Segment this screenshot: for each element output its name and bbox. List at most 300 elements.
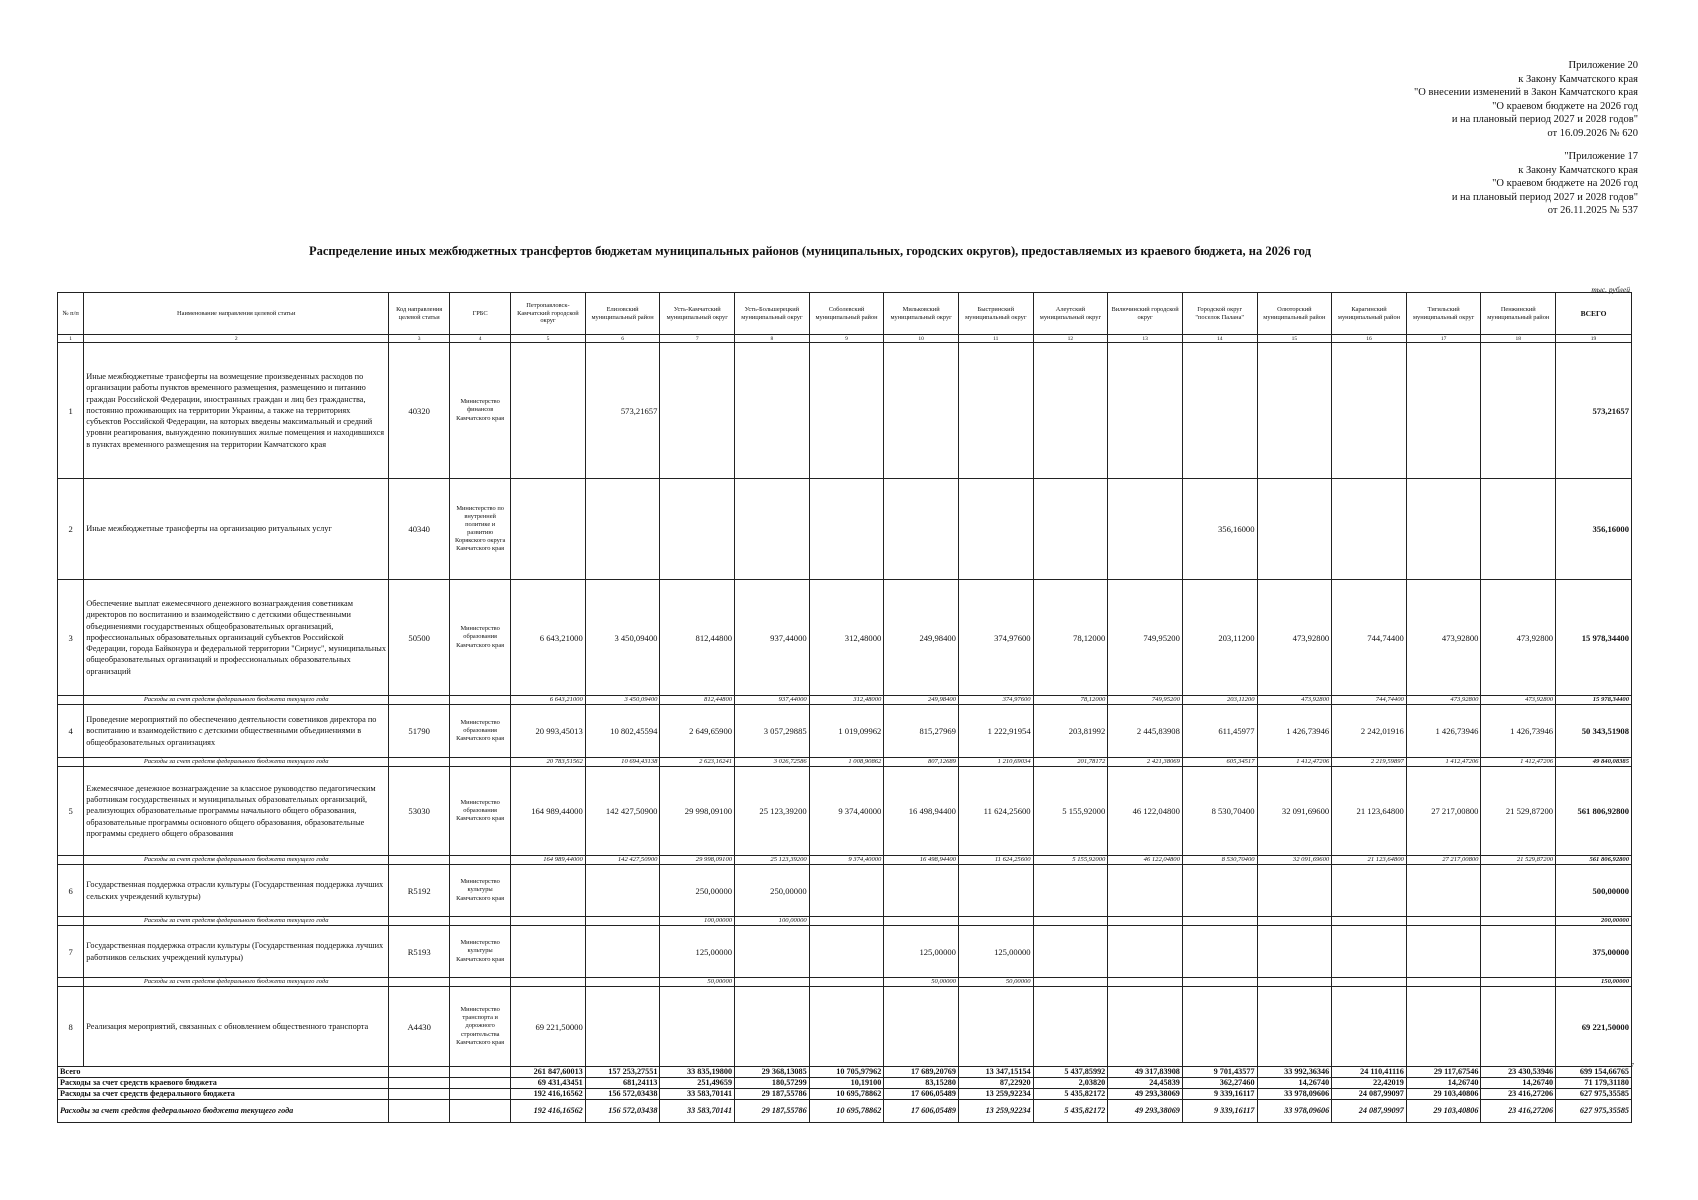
subrow-amount: 21 529,87200 [1481, 856, 1556, 865]
summary-amount: 29 103,40806 [1406, 1089, 1481, 1100]
amount-cell: 20 993,45013 [511, 705, 586, 758]
subrow-amount: 50,00000 [958, 978, 1033, 987]
summary-amount: 261 847,60013 [511, 1067, 586, 1078]
row-number: 6 [58, 865, 84, 917]
column-number: 18 [1481, 335, 1556, 343]
amount-cell: 2 649,65900 [660, 705, 735, 758]
subrow-amount: 16 498,94400 [884, 856, 959, 865]
summary-amount: 17 689,20769 [884, 1067, 959, 1078]
subrow-amount: 203,11200 [1182, 696, 1257, 705]
subrow-amount: 21 123,64800 [1332, 856, 1407, 865]
amount-cell [1108, 865, 1183, 917]
amount-cell [958, 479, 1033, 580]
summary-amount: 9 701,43577 [1182, 1067, 1257, 1078]
subrow-amount: 605,34517 [1182, 758, 1257, 767]
summary-blank [389, 1067, 450, 1078]
amount-cell [958, 343, 1033, 479]
summary-amount: 69 431,43451 [511, 1078, 586, 1089]
summary-amount: 33 978,09606 [1257, 1100, 1332, 1123]
row-number: 5 [58, 767, 84, 856]
subrow-amount [735, 978, 810, 987]
row-number: 7 [58, 926, 84, 978]
summary-amount: 192 416,16562 [511, 1100, 586, 1123]
summary-amount: 10 705,97962 [809, 1067, 884, 1078]
subrow-blank [58, 758, 84, 767]
summary-amount: 23 416,27206 [1481, 1100, 1556, 1123]
subrow-amount: 6 643,21000 [511, 696, 586, 705]
amount-cell: 5 155,92000 [1033, 767, 1108, 856]
summary-amount: 29 187,55786 [735, 1100, 810, 1123]
amount-cell [809, 987, 884, 1067]
subrow-blank [58, 696, 84, 705]
summary-row [58, 1078, 1632, 1089]
appendix-17-line: от 26.11.2025 № 537 [1547, 205, 1638, 217]
direction-name: Иные межбюджетные трансферты на возмещение произведенных расходов по организации работы пунктов временного размещения, размещению и питанию граждан Российской Федерации, иностранных граждан и лиц без гражданства, постоянно проживающих на территории Украины, а также на территориях субъектов Российской Федерации, на которых введены максимальный и средний уровни реагирования, вынужденно покинувших жилые помещения и находившихся в пунктах временного размещения на территории Камчатского края [84, 343, 389, 479]
amount-cell [884, 479, 959, 580]
subrow-amount: 1 412,47206 [1481, 758, 1556, 767]
amount-cell [1406, 926, 1481, 978]
amount-cell [1481, 926, 1556, 978]
table-row [58, 865, 1632, 917]
column-number: 3 [389, 335, 450, 343]
summary-amount: 5 437,85992 [1033, 1067, 1108, 1078]
summary-amount: 10 695,78862 [809, 1089, 884, 1100]
amount-cell [735, 987, 810, 1067]
direction-name: Государственная поддержка отрасли культуры (Государственная поддержка лучших работников сельских учреждений культуры) [84, 926, 389, 978]
summary-amount: 13 259,92234 [958, 1089, 1033, 1100]
table-body [58, 335, 1632, 1123]
subrow-amount: 20 783,51562 [511, 758, 586, 767]
grbs-name: Министерство культуры Камчатского края [450, 926, 511, 978]
summary-amount: 24 110,41116 [1332, 1067, 1407, 1078]
page-mark: 7 [1631, 1063, 1634, 1069]
amount-cell [1033, 987, 1108, 1067]
subrow-blank [58, 917, 84, 926]
subrow-blank [58, 978, 84, 987]
summary-amount: 156 572,03438 [585, 1100, 660, 1123]
summary-row [58, 1089, 1632, 1100]
summary-amount: 157 253,27551 [585, 1067, 660, 1078]
amount-cell: 6 643,21000 [511, 580, 586, 696]
column-number: 4 [450, 335, 511, 343]
column-number: 5 [511, 335, 586, 343]
summary-amount: 49 293,38069 [1108, 1089, 1183, 1100]
target-code: 40340 [389, 479, 450, 580]
row-total: 50 343,51908 [1556, 705, 1632, 758]
summary-amount: 10,19100 [809, 1078, 884, 1089]
grbs-name: Министерство транспорта и дорожного строительства Камчатского края [450, 987, 511, 1067]
amount-cell [1332, 343, 1407, 479]
column-header: Усть-Большерецкий муниципальный округ [735, 293, 810, 335]
direction-name: Государственная поддержка отрасли культуры (Государственная поддержка лучших сельских учреждений культуры) [84, 865, 389, 917]
document-title: Распределение иных межбюджетных трансфертов бюджетам муниципальных районов (муниципальных, городских округов), предоставляемых из краевого бюджета, на 2026 год [308, 244, 1312, 258]
summary-amount: 83,15280 [884, 1078, 959, 1089]
summary-total: 627 975,35585 [1556, 1089, 1632, 1100]
subrow-amount: 812,44800 [660, 696, 735, 705]
amount-cell [1406, 865, 1481, 917]
summary-amount: 49 293,38069 [1108, 1100, 1183, 1123]
subrow-amount: 1 412,47206 [1257, 758, 1332, 767]
summary-amount: 33 583,70141 [660, 1100, 735, 1123]
summary-amount: 13 347,15154 [958, 1067, 1033, 1078]
direction-name: Иные межбюджетные трансферты на организацию ритуальных услуг [84, 479, 389, 580]
subrow-amount: 164 989,44000 [511, 856, 586, 865]
summary-amount: 29 117,67546 [1406, 1067, 1481, 1078]
amount-cell: 125,00000 [958, 926, 1033, 978]
summary-amount: 23 416,27206 [1481, 1089, 1556, 1100]
summary-blank [450, 1100, 511, 1123]
federal-subrow [58, 917, 1632, 926]
amount-cell [1332, 987, 1407, 1067]
amount-cell [735, 479, 810, 580]
column-header: Тигильский муниципальный округ [1406, 293, 1481, 335]
subrow-amount [1182, 917, 1257, 926]
amount-cell [585, 865, 660, 917]
amount-cell [1332, 479, 1407, 580]
summary-amount: 17 606,05489 [884, 1089, 959, 1100]
column-header-total: ВСЕГО [1556, 293, 1632, 335]
summary-amount: 33 583,70141 [660, 1089, 735, 1100]
summary-amount: 29 103,40806 [1406, 1100, 1481, 1123]
amount-cell [585, 926, 660, 978]
amount-cell: 250,00000 [735, 865, 810, 917]
subrow-amount: 46 122,04800 [1108, 856, 1183, 865]
amount-cell [1033, 865, 1108, 917]
subrow-amount: 744,74400 [1332, 696, 1407, 705]
subrow-amount: 249,98400 [884, 696, 959, 705]
amount-cell [1332, 926, 1407, 978]
summary-amount: 87,22920 [958, 1078, 1033, 1089]
subrow-amount [1182, 978, 1257, 987]
amount-cell: 2 242,01916 [1332, 705, 1407, 758]
summary-amount: 5 435,82172 [1033, 1089, 1108, 1100]
subrow-amount: 78,12000 [1033, 696, 1108, 705]
amount-cell [1406, 479, 1481, 580]
subrow-amount [511, 917, 586, 926]
amount-cell: 3 450,09400 [585, 580, 660, 696]
amount-cell [1257, 343, 1332, 479]
grbs-name: Министерство культуры Камчатского края [450, 865, 511, 917]
summary-amount: 24,45839 [1108, 1078, 1183, 1089]
amount-cell: 473,92800 [1257, 580, 1332, 696]
subrow-amount [1406, 917, 1481, 926]
column-number: 19 [1556, 335, 1632, 343]
summary-amount: 2,03820 [1033, 1078, 1108, 1089]
summary-amount: 49 317,83908 [1108, 1067, 1183, 1078]
subrow-label: Расходы за счет средств федерального бюджета текущего года [84, 696, 389, 705]
subrow-total: 200,00000 [1556, 917, 1632, 926]
subrow-amount: 473,92800 [1257, 696, 1332, 705]
amount-cell: 312,48000 [809, 580, 884, 696]
column-number: 11 [958, 335, 1033, 343]
amount-cell: 11 624,25600 [958, 767, 1033, 856]
amount-cell: 744,74400 [1332, 580, 1407, 696]
summary-blank [389, 1100, 450, 1123]
amount-cell [735, 343, 810, 479]
subrow-amount: 10 694,43138 [585, 758, 660, 767]
column-number: 9 [809, 335, 884, 343]
table-row [58, 926, 1632, 978]
subrow-amount [511, 978, 586, 987]
target-code: 50500 [389, 580, 450, 696]
subrow-amount [1406, 978, 1481, 987]
grbs-name: Министерство образования Камчатского края [450, 580, 511, 696]
subrow-blank [58, 856, 84, 865]
subrow-amount: 11 624,25600 [958, 856, 1033, 865]
column-number: 17 [1406, 335, 1481, 343]
amount-cell [1406, 987, 1481, 1067]
appendix-17-line: "Приложение 17 [1564, 151, 1638, 162]
subrow-total: 150,00000 [1556, 978, 1632, 987]
column-number: 15 [1257, 335, 1332, 343]
amount-cell [660, 343, 735, 479]
subrow-blank [389, 856, 450, 865]
amount-cell: 573,21657 [585, 343, 660, 479]
amount-cell: 142 427,50900 [585, 767, 660, 856]
amount-cell: 21 123,64800 [1332, 767, 1407, 856]
column-number: 10 [884, 335, 959, 343]
column-header: Пенжинский муниципальный район [1481, 293, 1556, 335]
subrow-amount [1481, 917, 1556, 926]
amount-cell [958, 865, 1033, 917]
column-numbers-row [58, 335, 1632, 343]
subrow-amount: 27 217,00800 [1406, 856, 1481, 865]
amount-cell [1108, 343, 1183, 479]
amount-cell: 125,00000 [884, 926, 959, 978]
direction-name: Проведение мероприятий по обеспечению деятельности советников директора по воспитанию и взаимодействию с детскими общественными объединениями в общеобразовательных организациях [84, 705, 389, 758]
amount-cell: 249,98400 [884, 580, 959, 696]
appendix-20-line: Приложение 20 [1568, 60, 1638, 71]
subrow-amount: 50,00000 [884, 978, 959, 987]
amount-cell: 9 374,40000 [809, 767, 884, 856]
amount-cell: 473,92800 [1481, 580, 1556, 696]
table-row [58, 767, 1632, 856]
target-code: R5192 [389, 865, 450, 917]
subrow-blank [450, 917, 511, 926]
subrow-amount: 32 091,69600 [1257, 856, 1332, 865]
subrow-amount: 100,00000 [735, 917, 810, 926]
summary-blank [450, 1078, 511, 1089]
amount-cell [1033, 343, 1108, 479]
federal-subrow [58, 758, 1632, 767]
table-row [58, 705, 1632, 758]
summary-amount: 9 339,16117 [1182, 1100, 1257, 1123]
amount-cell [884, 343, 959, 479]
subrow-amount [884, 917, 959, 926]
subrow-blank [450, 978, 511, 987]
amount-cell [1332, 865, 1407, 917]
subrow-amount [958, 917, 1033, 926]
amount-cell: 16 498,94400 [884, 767, 959, 856]
amount-cell [1182, 343, 1257, 479]
amount-cell: 250,00000 [660, 865, 735, 917]
subrow-blank [389, 917, 450, 926]
subrow-amount: 25 123,39200 [735, 856, 810, 865]
subrow-amount: 1 210,69034 [958, 758, 1033, 767]
amount-cell: 611,45977 [1182, 705, 1257, 758]
column-number: 6 [585, 335, 660, 343]
column-header: Елизовский муниципальный район [585, 293, 660, 335]
summary-amount: 33 835,19800 [660, 1067, 735, 1078]
subrow-amount: 2 219,59897 [1332, 758, 1407, 767]
column-number: 16 [1332, 335, 1407, 343]
subrow-amount: 50,00000 [660, 978, 735, 987]
row-total: 375,00000 [1556, 926, 1632, 978]
amount-cell: 78,12000 [1033, 580, 1108, 696]
subrow-amount: 5 155,92000 [1033, 856, 1108, 865]
column-header: Карагинский муниципальный район [1332, 293, 1407, 335]
amount-cell [1257, 987, 1332, 1067]
amount-cell: 32 091,69600 [1257, 767, 1332, 856]
amount-cell [585, 479, 660, 580]
summary-amount: 251,49659 [660, 1078, 735, 1089]
amount-cell [1033, 479, 1108, 580]
column-number: 2 [84, 335, 389, 343]
row-total: 573,21657 [1556, 343, 1632, 479]
column-header: Алеутский муниципальный округ [1033, 293, 1108, 335]
column-header: Код направления целевой статьи [389, 293, 450, 335]
subrow-amount [1332, 978, 1407, 987]
amount-cell: 46 122,04800 [1108, 767, 1183, 856]
appendix-17-line: "О краевом бюджете на 2026 год [1492, 178, 1638, 190]
federal-subrow [58, 978, 1632, 987]
federal-subrow [58, 856, 1632, 865]
amount-cell [884, 865, 959, 917]
summary-amount: 10 695,78862 [809, 1100, 884, 1123]
appendix-17-header [1452, 150, 1638, 218]
column-header: ГРБС [450, 293, 511, 335]
amount-cell: 21 529,87200 [1481, 767, 1556, 856]
amount-cell [1406, 343, 1481, 479]
grbs-name: Министерство образования Камчатского края [450, 705, 511, 758]
row-number: 1 [58, 343, 84, 479]
subrow-amount: 2 421,38069 [1108, 758, 1183, 767]
transfers-table [57, 292, 1632, 1123]
amount-cell: 69 221,50000 [511, 987, 586, 1067]
subrow-amount: 1 412,47206 [1406, 758, 1481, 767]
summary-amount: 5 435,82172 [1033, 1100, 1108, 1123]
summary-amount: 681,24113 [585, 1078, 660, 1089]
subrow-amount: 3 026,72586 [735, 758, 810, 767]
summary-amount: 33 978,09606 [1257, 1089, 1332, 1100]
summary-label: Всего [58, 1067, 389, 1078]
summary-amount: 13 259,92234 [958, 1100, 1033, 1123]
amount-cell [809, 926, 884, 978]
row-total: 500,00000 [1556, 865, 1632, 917]
column-header: Олюторский муниципальный район [1257, 293, 1332, 335]
subrow-amount: 29 998,09100 [660, 856, 735, 865]
amount-cell: 749,95200 [1108, 580, 1183, 696]
subrow-blank [389, 978, 450, 987]
target-code: 51790 [389, 705, 450, 758]
subrow-amount [1332, 917, 1407, 926]
amount-cell: 1 222,91954 [958, 705, 1033, 758]
subrow-amount [809, 978, 884, 987]
amount-cell: 125,00000 [660, 926, 735, 978]
column-number: 1 [58, 335, 84, 343]
appendix-20-line: от 16.09.2026 № 620 [1547, 127, 1638, 139]
direction-name: Ежемесячное денежное вознаграждение за классное руководство педагогическим работникам государственных и муниципальных образовательных организаций, реализующих образовательные программы начального общего образования, образовательные программы основного общего образования, образовательные программы среднего общего образования [84, 767, 389, 856]
subrow-amount: 807,12689 [884, 758, 959, 767]
summary-amount: 17 606,05489 [884, 1100, 959, 1123]
target-code: 40320 [389, 343, 450, 479]
amount-cell: 1 426,73946 [1481, 705, 1556, 758]
amount-cell [1481, 987, 1556, 1067]
subrow-total: 49 840,08385 [1556, 758, 1632, 767]
amount-cell: 374,97600 [958, 580, 1033, 696]
column-header: Наименование направления целевой статьи [84, 293, 389, 335]
subrow-amount [1108, 917, 1183, 926]
row-number: 8 [58, 987, 84, 1067]
amount-cell: 356,16000 [1182, 479, 1257, 580]
summary-amount: 156 572,03438 [585, 1089, 660, 1100]
subrow-blank [450, 696, 511, 705]
appendix-20-line: и на плановый период 2027 и 2028 годов" [1451, 114, 1638, 126]
subrow-blank [450, 856, 511, 865]
amount-cell: 2 445,83908 [1108, 705, 1183, 758]
federal-subrow [58, 696, 1632, 705]
subrow-total: 561 806,92800 [1556, 856, 1632, 865]
subrow-amount: 473,92800 [1481, 696, 1556, 705]
subrow-amount: 100,00000 [660, 917, 735, 926]
summary-amount: 180,57299 [735, 1078, 810, 1089]
amount-cell: 3 057,29885 [735, 705, 810, 758]
column-header: Быстринский муниципальный округ [958, 293, 1033, 335]
amount-cell: 8 530,70400 [1182, 767, 1257, 856]
table-header-row [58, 293, 1632, 335]
grbs-name: Министерство по внутренней политике и развитию Корякского округа Камчатского края [450, 479, 511, 580]
summary-total: 627 975,35585 [1556, 1100, 1632, 1123]
summary-blank [450, 1067, 511, 1078]
amount-cell: 25 123,39200 [735, 767, 810, 856]
summary-blank [389, 1089, 450, 1100]
amount-cell [511, 343, 586, 479]
amount-cell [1182, 865, 1257, 917]
amount-cell: 203,11200 [1182, 580, 1257, 696]
table-row [58, 479, 1632, 580]
amount-cell: 164 989,44000 [511, 767, 586, 856]
amount-cell: 203,81992 [1033, 705, 1108, 758]
grbs-name: Министерство образования Камчатского края [450, 767, 511, 856]
column-header: Городской округ "поселок Палана" [1182, 293, 1257, 335]
amount-cell [809, 865, 884, 917]
amount-cell: 815,27969 [884, 705, 959, 758]
row-total: 561 806,92800 [1556, 767, 1632, 856]
amount-cell: 1 426,73946 [1257, 705, 1332, 758]
subrow-amount [585, 917, 660, 926]
subrow-amount [1108, 978, 1183, 987]
subrow-amount [1257, 978, 1332, 987]
units-label: тыс. рублей [1591, 285, 1630, 294]
amount-cell [1481, 865, 1556, 917]
subrow-amount: 374,97600 [958, 696, 1033, 705]
summary-row [58, 1067, 1632, 1078]
subrow-blank [450, 758, 511, 767]
amount-cell [1108, 926, 1183, 978]
amount-cell [1108, 479, 1183, 580]
column-header: Мильковский муниципальный округ [884, 293, 959, 335]
amount-cell: 10 802,45594 [585, 705, 660, 758]
direction-name: Обеспечение выплат ежемесячного денежного вознаграждения советникам директоров по воспитанию и взаимодействию с детскими общественными объединениями государственных общеобразовательных организаций, профессиональных образовательных организаций субъектов Российской Федерации, города Байконура и федеральной территории "Сириус", муниципальных общеобразовательных организаций и профессиональных образовательных организаций [84, 580, 389, 696]
subrow-amount [585, 978, 660, 987]
subrow-label: Расходы за счет средств федерального бюджета текущего года [84, 917, 389, 926]
table-row [58, 987, 1632, 1067]
summary-label: Расходы за счет средств краевого бюджета [58, 1078, 389, 1089]
amount-cell [809, 343, 884, 479]
appendix-17-line: к Закону Камчатского края [1518, 164, 1638, 176]
subrow-blank [389, 696, 450, 705]
summary-total: 699 154,66765 [1556, 1067, 1632, 1078]
